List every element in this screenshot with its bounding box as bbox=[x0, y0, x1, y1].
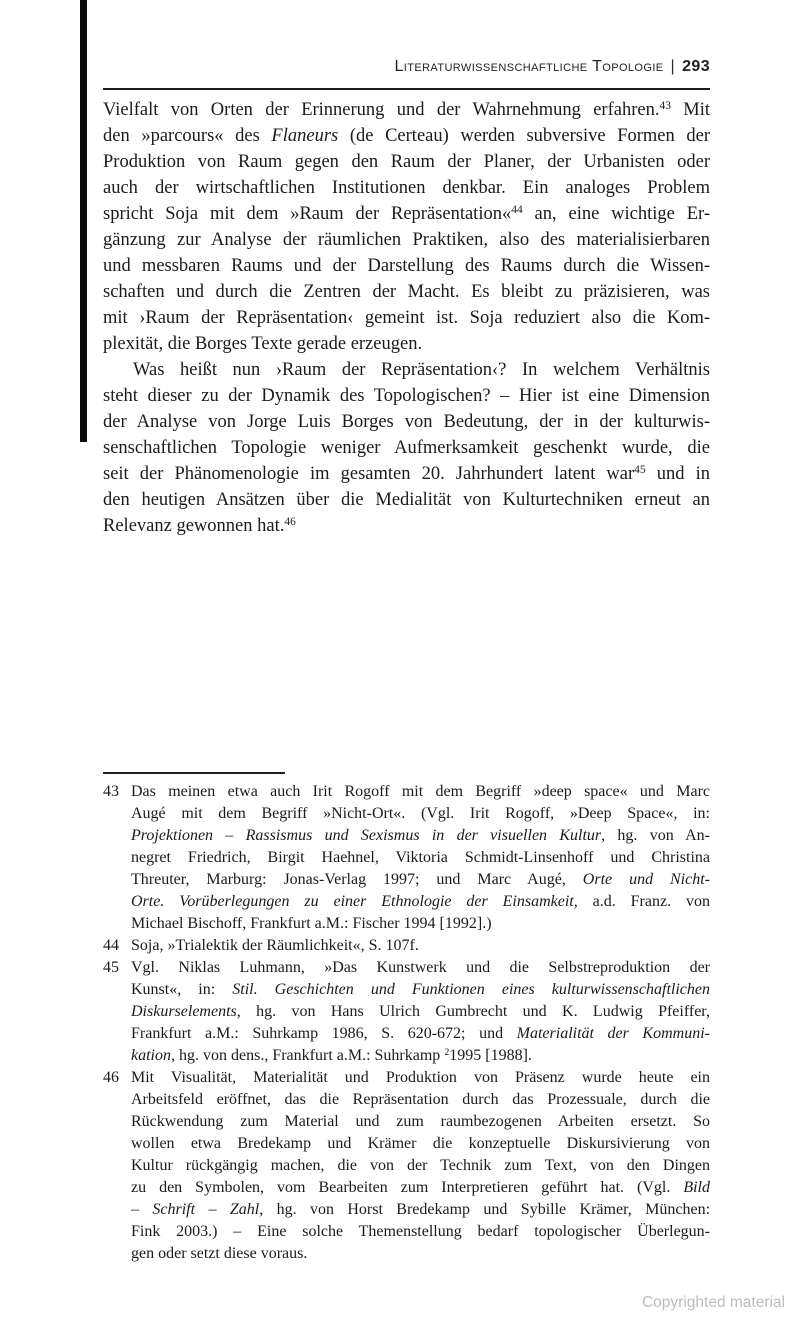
text-line: senschaftlichen Topologie weniger Aufmerksamkeit geschenkt wurde, die bbox=[103, 438, 710, 458]
text-line: Projektionen – Rassismus und Sexismus in der visuellen Kultur, hg. von An- bbox=[131, 827, 710, 844]
text-line: Kultur rückgängig machen, die von der Technik zum Text, von den Dingen bbox=[131, 1157, 710, 1174]
text-line: Kunst«, in: Stil. Geschichten und Funktionen eines kulturwissenschaftlichen bbox=[131, 981, 710, 998]
footnote-46 bbox=[103, 1067, 710, 1265]
footnote-43 bbox=[103, 781, 710, 935]
text-line: kation, hg. von dens., Frankfurt a.M.: Suhrkamp $^2$1995 [1988]. bbox=[131, 1047, 532, 1064]
text-line: seit der Phänomenologie im gesamten 20. Jahrhundert latent war$^{45}$ und in bbox=[103, 464, 710, 484]
footnote-text bbox=[131, 1067, 710, 1265]
running-title: Literaturwissenschaftliche Topologie bbox=[394, 58, 664, 75]
text-line: Vielfalt von Orten der Erinnerung und der Wahrnehmung erfahren.$^{43}$ Mit bbox=[103, 100, 710, 120]
text-line: Frankfurt a.M.: Suhrkamp 1986, S. 620-672; und Materialität der Kommuni- bbox=[131, 1025, 710, 1042]
text-line: Soja, »Trialektik der Räumlichkeit«, S. 107f. bbox=[131, 937, 419, 954]
text-line: schaften und durch die Zentren der Macht. Es bleibt zu präzisieren, was bbox=[103, 282, 710, 302]
text-line: den heutigen Ansätzen über die Medialität von Kulturtechniken erneut an bbox=[103, 490, 710, 510]
text-line: zu den Symbolen, vom Bearbeiten zum Interpretieren geführt hat. (Vgl. Bild bbox=[131, 1179, 710, 1196]
paragraph-2 bbox=[103, 357, 710, 539]
header-separator: | bbox=[670, 58, 676, 75]
footnotes-section bbox=[103, 781, 710, 1265]
text-line: steht dieser zu der Dynamik des Topologischen? – Hier ist eine Dimension bbox=[103, 386, 710, 406]
text-line: und messbaren Raums und der Darstellung des Raums durch die Wissen- bbox=[103, 256, 710, 276]
text-line: Augé mit dem Begriff »Nicht-Ort«. (Vgl. Irit Rogoff, »Deep Space«, in: bbox=[131, 805, 710, 822]
text-line: Produktion von Raum gegen den Raum der Planer, der Urbanisten oder bbox=[103, 152, 710, 172]
footnote-number: 43 bbox=[103, 783, 119, 800]
paragraph-1 bbox=[103, 97, 710, 357]
footnote-text bbox=[131, 957, 710, 1067]
text-line: Was heißt nun ›Raum der Repräsentation‹? In welchem Verhältnis bbox=[133, 360, 710, 380]
footnote-45 bbox=[103, 957, 710, 1067]
text-line: Orte. Vorüberlegungen zu einer Ethnologie der Einsamkeit, a.d. Franz. von bbox=[131, 893, 710, 910]
header-rule bbox=[103, 88, 710, 90]
page-header bbox=[103, 58, 710, 76]
footnote-separator-rule bbox=[103, 772, 285, 774]
text-line: Michael Bischoff, Frankfurt a.M.: Fischer 1994 [1992].) bbox=[131, 915, 492, 932]
text-line: Arbeitsfeld eröffnet, das die Repräsentation durch das Prozessuale, durch die bbox=[131, 1091, 710, 1108]
text-line: Mit Visualität, Materialität und Produktion von Präsenz wurde heute ein bbox=[131, 1069, 710, 1086]
scan-edge-artifact bbox=[80, 0, 87, 442]
text-line: den »parcours« des Flaneurs (de Certeau) werden subversive Formen der bbox=[103, 126, 710, 146]
footnote-44 bbox=[103, 935, 710, 957]
text-line: spricht Soja mit dem »Raum der Repräsentation«$^{44}$ an, eine wichtige Er- bbox=[103, 204, 710, 224]
text-line: Fink 2003.) – Eine solche Themenstellung bedarf topologischer Überlegun- bbox=[131, 1223, 710, 1240]
text-line: Relevanz gewonnen hat.$^{46}$ bbox=[103, 516, 296, 536]
footnote-text bbox=[131, 781, 710, 935]
text-line: negret Friedrich, Birgit Haehnel, Viktoria Schmidt-Linsenhoff und Christina bbox=[131, 849, 710, 866]
text-line: Diskurselements, hg. von Hans Ulrich Gumbrecht und K. Ludwig Pfeiffer, bbox=[131, 1003, 710, 1020]
footnote-number: 44 bbox=[103, 937, 119, 954]
text-line: plexität, die Borges Texte gerade erzeugen. bbox=[103, 334, 423, 354]
text-line: Vgl. Niklas Luhmann, »Das Kunstwerk und die Selbstreproduktion der bbox=[131, 959, 710, 976]
copyright-watermark: Copyrighted material bbox=[641, 1294, 785, 1311]
text-line: Das meinen etwa auch Irit Rogoff mit dem Begriff »deep space« und Marc bbox=[131, 783, 710, 800]
text-line: gen oder setzt diese voraus. bbox=[131, 1245, 308, 1262]
text-line: Threuter, Marburg: Jonas-Verlag 1997; und Marc Augé, Orte und Nicht- bbox=[131, 871, 710, 888]
text-line: Rückwendung zum Material und zum raumbezogenen Arbeiten ersetzt. So bbox=[131, 1113, 710, 1130]
footnote-number: 46 bbox=[103, 1069, 119, 1086]
text-line: mit ›Raum der Repräsentation‹ gemeint ist. Soja reduziert also die Kom- bbox=[103, 308, 710, 328]
text-line: auch der wirtschaftlichen Institutionen denkbar. Ein analoges Problem bbox=[103, 178, 710, 198]
page-number: 293 bbox=[682, 58, 710, 75]
text-line: der Analyse von Jorge Luis Borges von Bedeutung, der in der kulturwis- bbox=[103, 412, 710, 432]
footnote-number: 45 bbox=[103, 959, 119, 976]
main-text bbox=[103, 97, 710, 539]
text-line: wollen etwa Bredekamp und Krämer die konzeptuelle Diskursivierung von bbox=[131, 1135, 710, 1152]
text-line: gänzung zur Analyse der räumlichen Praktiken, also des materialisierbaren bbox=[103, 230, 710, 250]
footnote-text bbox=[131, 935, 710, 957]
text-line: – Schrift – Zahl, hg. von Horst Bredekamp und Sybille Krämer, München: bbox=[131, 1201, 710, 1218]
